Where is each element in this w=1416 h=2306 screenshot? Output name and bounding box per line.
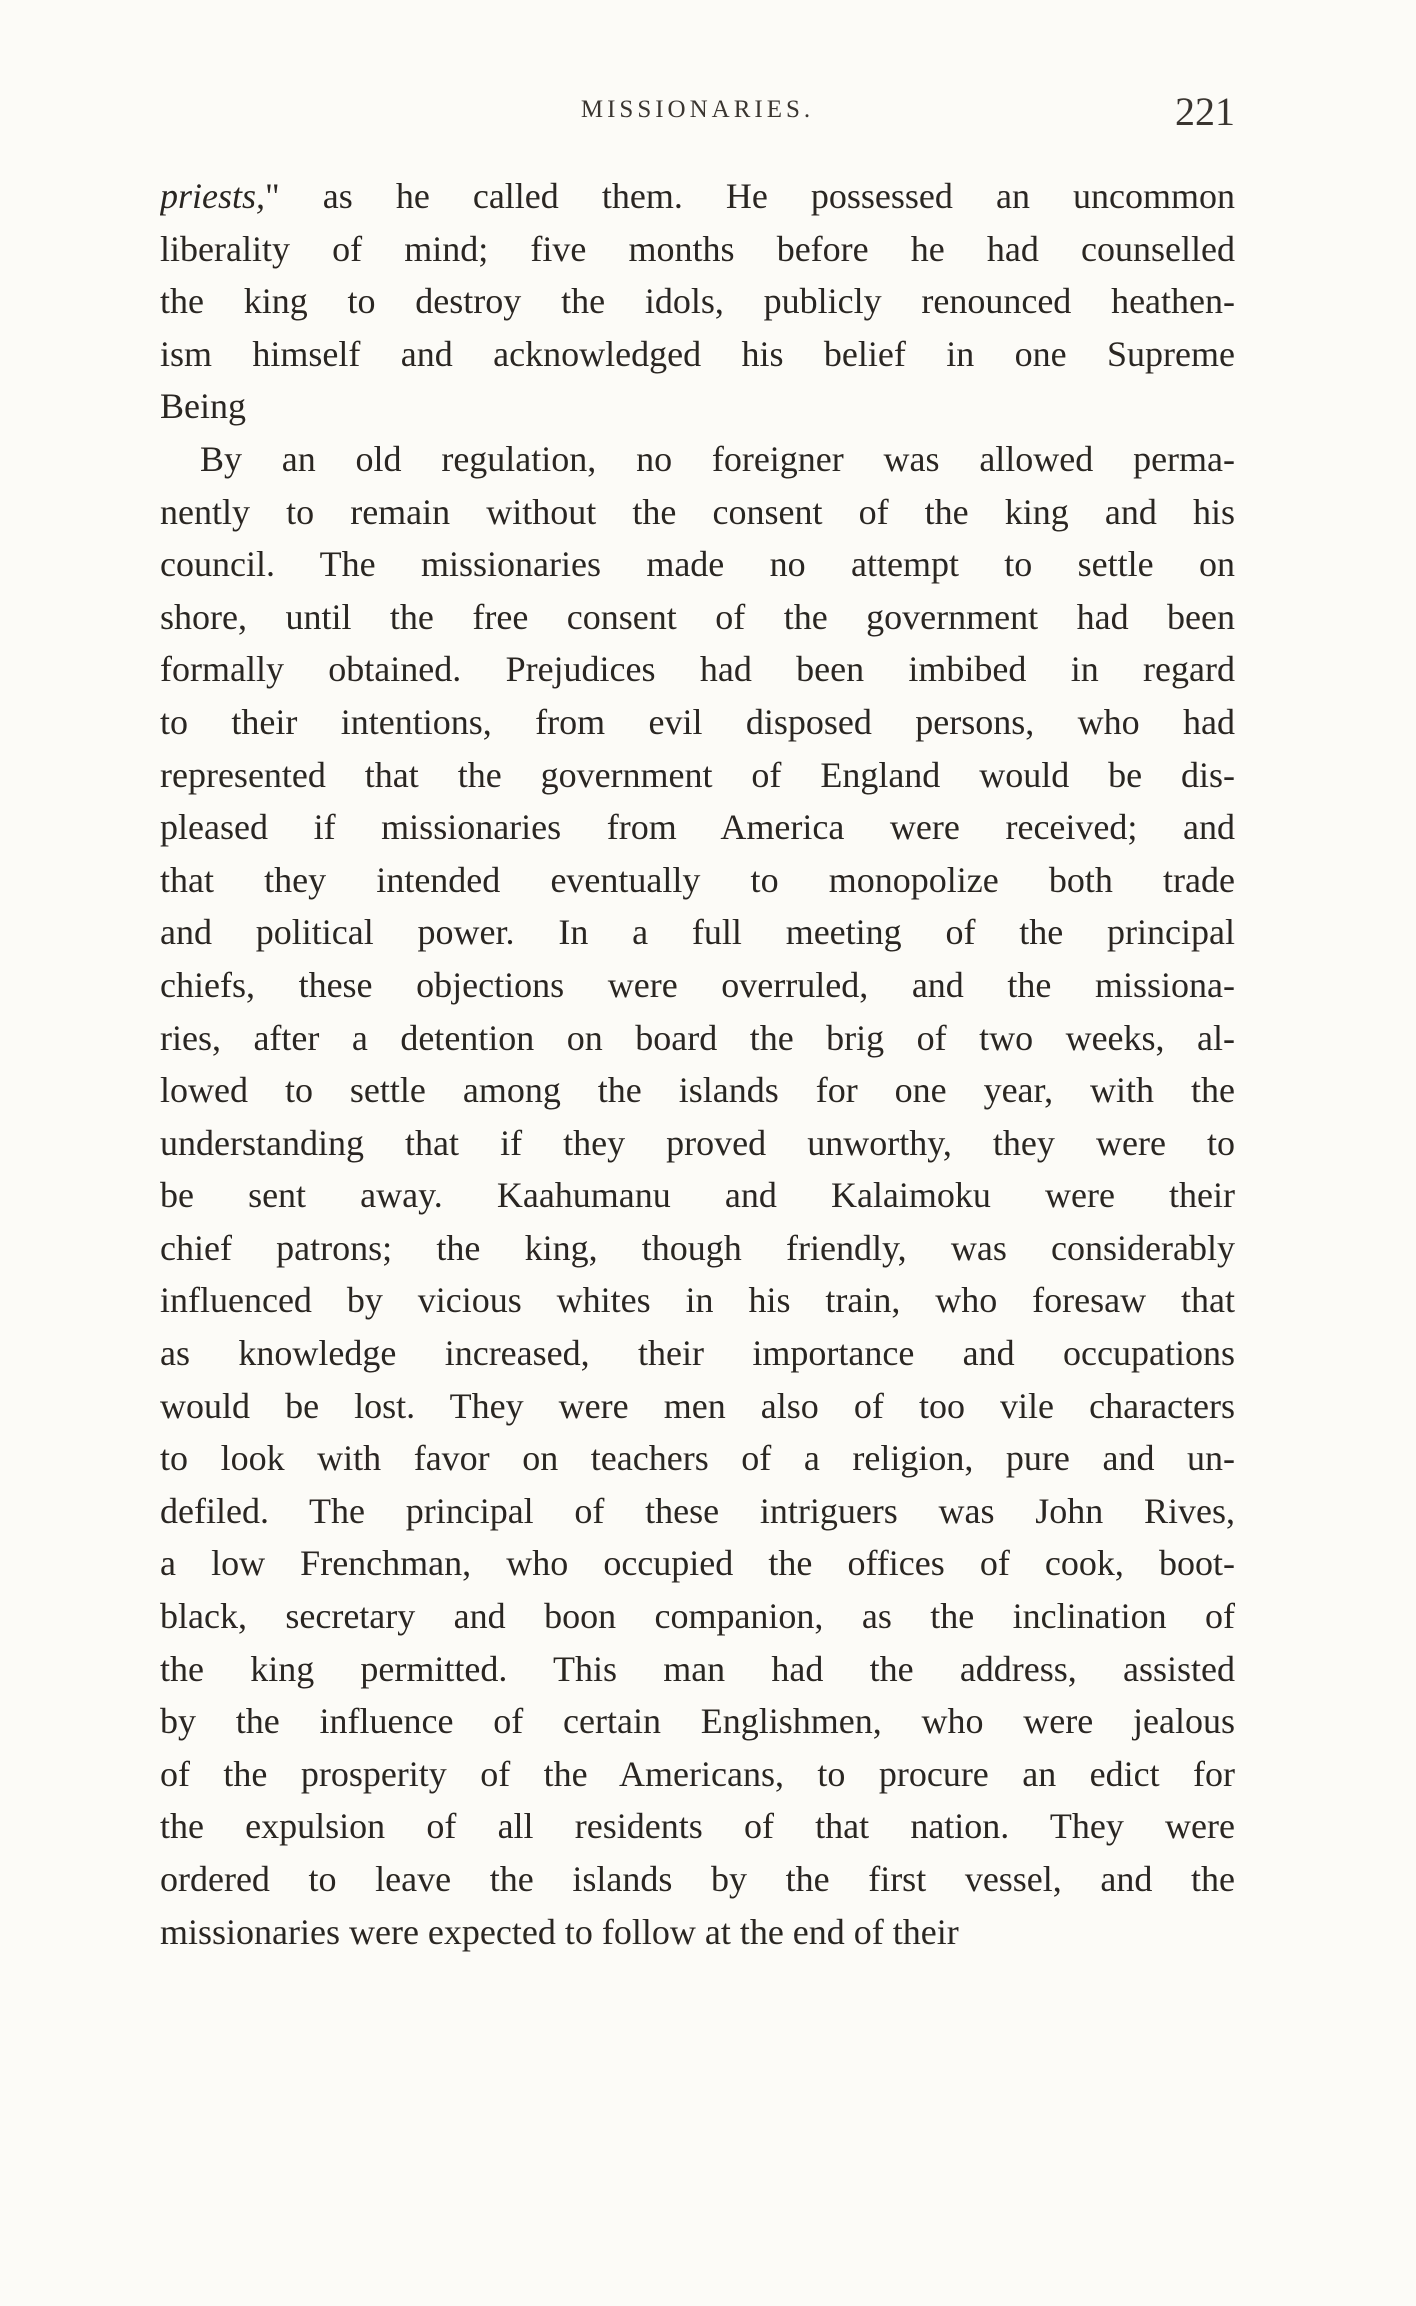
text-line: defiled. The principal of these intriguers was John Rives, [160, 1490, 1235, 1531]
italic-word: priests, [160, 176, 266, 216]
paragraph-start-line: By an old regulation, no foreigner was allowed perma- [200, 438, 1235, 479]
text-line: nently to remain without the consent of the king and his [160, 491, 1235, 532]
paragraph-end-line: missionaries were expected to follow at the end of their [160, 1911, 959, 1952]
text-line: a low Frenchman, who occupied the offices of cook, boot- [160, 1543, 1235, 1584]
text-line [160, 170, 1235, 223]
text-line: that they intended eventually to monopolize both trade [160, 859, 1235, 900]
text-line: liberality of mind; five months before he had counselled [160, 228, 1235, 269]
text-line: shore, until the free consent of the government had been [160, 596, 1235, 637]
text-line: to their intentions, from evil disposed persons, who had [160, 701, 1235, 742]
body-text [160, 170, 1235, 1958]
text-line: would be lost. They were men also of too vile characters [160, 1385, 1235, 1426]
text-line: as knowledge increased, their importance and occupations [160, 1333, 1235, 1374]
text-line: understanding that if they proved unworthy, they were to [160, 1122, 1235, 1163]
text-line: the expulsion of all residents of that nation. They were [160, 1806, 1235, 1847]
text-line: the king permitted. This man had the address, assisted [160, 1648, 1235, 1689]
text-line: ries, after a detention on board the brig of two weeks, al- [160, 1017, 1235, 1058]
text-line: black, secretary and boon companion, as the inclination of [160, 1596, 1235, 1637]
text-line: council. The missionaries made no attempt to settle on [160, 544, 1235, 585]
text-line: ism himself and acknowledged his belief in one Supreme [160, 333, 1235, 374]
text-line: by the influence of certain Englishmen, who were jealous [160, 1701, 1235, 1742]
text-line: be sent away. Kaahumanu and Kalaimoku were their [160, 1175, 1235, 1216]
page-number: 221 [1175, 89, 1235, 134]
text-line: of the prosperity of the Americans, to procure an edict for [160, 1753, 1235, 1794]
text-line: represented that the government of England would be dis- [160, 754, 1235, 795]
text-line: and political power. In a full meeting of the principal [160, 912, 1235, 953]
text-line: ordered to leave the islands by the first vessel, and the [160, 1859, 1235, 1899]
text-line: formally obtained. Prejudices had been imbibed in regard [160, 649, 1235, 690]
text-line: influenced by vicious whites in his train, who foresaw that [160, 1280, 1235, 1321]
text-line: to look with favor on teachers of a religion, pure and un- [160, 1438, 1235, 1479]
paragraph-end-line: Being [160, 386, 246, 427]
text-line: lowed to settle among the islands for one year, with the [160, 1070, 1235, 1111]
text-line: pleased if missionaries from America were received; and [160, 807, 1235, 848]
text-line: chiefs, these objections were overruled, and the missiona- [160, 964, 1235, 1005]
running-head [160, 88, 1235, 138]
text-line: chief patrons; the king, though friendly, was considerably [160, 1227, 1235, 1268]
text-line-rest: " as he called them. He possessed an uncommon [265, 176, 1235, 216]
running-title: MISSIONARIES. [580, 96, 815, 123]
text-line: the king to destroy the idols, publicly renounced heathen- [160, 281, 1235, 322]
